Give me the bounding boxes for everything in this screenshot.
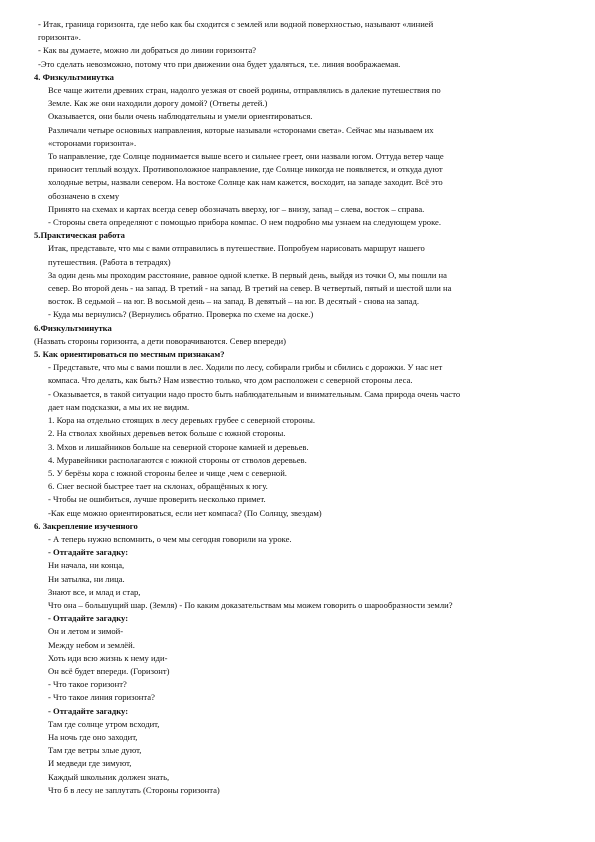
list-item: 6. Снег весной быстрее тает на склонах, обращённых к югу. — [48, 481, 268, 492]
text-line: - Оказывается, в такой ситуации надо просто быть наблюдательным и внимательным. Сама природа очень часто — [48, 388, 461, 399]
text-line: -Как еще можно ориентироваться, если нет компаса? (По Солнцу, звездам) — [48, 507, 322, 518]
text-line: «сторонами горизонта». — [48, 137, 137, 148]
text-line: приносит теплый воздух. Противоположное направление, где Солнце никогда не появляется, и откуда дуют — [48, 164, 443, 175]
section-heading: 6. Закрепление изученного — [34, 520, 138, 531]
text-line: Принято на схемах и картах всегда север обозначать вверху, юг – внизу, запад – слева, восток – справа. — [48, 203, 425, 214]
text-line: путешествия. (Работа в тетрадях) — [48, 256, 171, 267]
text-line: компаса. Что делать, как быть? Нам известно только, что дом расположен с северной стороны леса. — [48, 375, 413, 386]
text-line: То направление, где Солнце поднимается выше всего и сильнее греет, они назвали югом. Оттуда ветер чаще — [48, 151, 444, 162]
riddle-line: Там где ветры злые дуют, — [48, 745, 142, 756]
riddle-line: Между небом и землёй. — [48, 639, 135, 650]
riddle-line: Хоть иди всю жизнь к нему иди- — [48, 652, 168, 663]
text-line: Итак, представьте, что мы с вами отправились в путешествие. Попробуем нарисовать маршрут нашего — [48, 243, 425, 254]
riddle-line: Он и летом и зимой- — [48, 626, 124, 637]
text-line: -Это сделать невозможно, потому что при движении она будет удаляться, т.е. линия воображаемая. — [38, 58, 401, 69]
list-item: 4. Муравейники располагаются с южной стороны от стволов деревьев. — [48, 454, 307, 465]
text-line: - Что такое горизонт? — [48, 679, 127, 690]
text-line: Различали четыре основных направления, которые называли «сторонами света». Сейчас мы называем их — [48, 124, 434, 135]
riddle-line: Знают все, и млад и стар, — [48, 586, 141, 597]
riddle-line: И медведи где зимуют, — [48, 758, 132, 769]
text-line: горизонта». — [38, 32, 81, 43]
text-line: Земле. Как же они находили дорогу домой? (Ответы детей.) — [48, 98, 268, 109]
riddle-heading: - Отгадайте загадку: — [48, 705, 129, 716]
text-line: Все чаще жители древних стран, надолго уезжая от своей родины, отправлялись в далекие путешествия по — [48, 85, 441, 96]
list-item: 2. На стволах хвойных деревьев веток больше с южной стороны. — [48, 428, 286, 439]
text-line: восток. В седьмой – на юг. В восьмой день – на запад. В девятый – на юг. В десятый - снова на запад. — [48, 296, 419, 307]
riddle-line: Что б в лесу не заплутать (Стороны горизонта) — [48, 784, 220, 795]
riddle-line: Что она – большущий шар. (Земля) - По каким доказательствам мы можем говорить о шарообразности земли? — [48, 599, 453, 610]
text-line: - Итак, граница горизонта, где небо как бы сходится с землей или водной поверхностью, называют «линией — [38, 19, 434, 29]
text-line: Оказывается, они были очень наблюдательны и умели ориентироваться. — [48, 111, 313, 122]
text-line: обозначено в схему — [48, 190, 120, 201]
section-heading: 5.Практическая работа — [34, 230, 125, 241]
riddle-line: Ни затылка, ни лица. — [48, 573, 125, 584]
text-line: - Стороны света определяют с помощью прибора компас. О нем подробно мы узнаем на следующем уроке. — [48, 217, 442, 228]
riddle-line: На ночь где оно заходит, — [48, 731, 138, 742]
riddle-line: Ни начала, ни конца, — [48, 560, 125, 571]
text-line: За один день мы проходим расстояние, равное одной клетке. В первый день, выйдя из точки О, мы пошли на — [48, 269, 447, 280]
riddle-line: Он всё будет впереди. (Горизонт) — [48, 665, 170, 676]
text-line: - Представьте, что мы с вами пошли в лес. Ходили по лесу, собирали грибы и сбились с дорожки. У нас нет — [48, 362, 443, 373]
riddle-heading: - Отгадайте загадку: — [48, 613, 129, 624]
text-line: - Как вы думаете, можно ли добраться до линии горизонта? — [38, 45, 257, 56]
text-line: холодные ветры, назвали севером. На востоке Солнце как нам кажется, восходит, на западе заходит. Всё это — [48, 177, 443, 188]
list-item: 3. Мхов и лишайников больше на северной стороне камней и деревьев. — [48, 441, 309, 452]
list-item: 5. У берёзы кора с южной стороны белее и чище ,чем с северной. — [48, 467, 287, 478]
riddle-line: Там где солнце утром всходит, — [48, 718, 160, 729]
text-line: - Что такое линия горизонта? — [48, 692, 155, 703]
text-line: - Куда мы вернулись? (Вернулись обратно. Проверка по схеме на доске.) — [48, 309, 314, 320]
text-line: - А теперь нужно вспомнить, о чем мы сегодня говорили на уроке. — [48, 533, 292, 544]
text-line: (Назвать стороны горизонта, а дети поворачиваются. Север впереди) — [34, 335, 286, 346]
list-item: 1. Кора на отдельно стоящих в лесу деревьях грубее с северной стороны. — [48, 415, 316, 426]
text-line: дает нам подсказки, а мы их не видим. — [48, 401, 190, 412]
riddle-line: Каждый школьник должен знать, — [48, 771, 170, 782]
section-heading: 5. Как ориентироваться по местным признакам? — [34, 349, 225, 360]
section-heading: 4. Физкультминутка — [34, 71, 114, 82]
riddle-heading: - Отгадайте загадку: — [48, 547, 129, 558]
text-line: - Чтобы не ошибиться, лучше проверить несколько примет. — [48, 494, 266, 505]
text-line: север. Во второй день - на запад. В третий - на запад. В третий на север. В четвертый, пятый и шестой шли на — [48, 283, 452, 294]
section-heading: 6.Физкультминутка — [34, 322, 112, 333]
